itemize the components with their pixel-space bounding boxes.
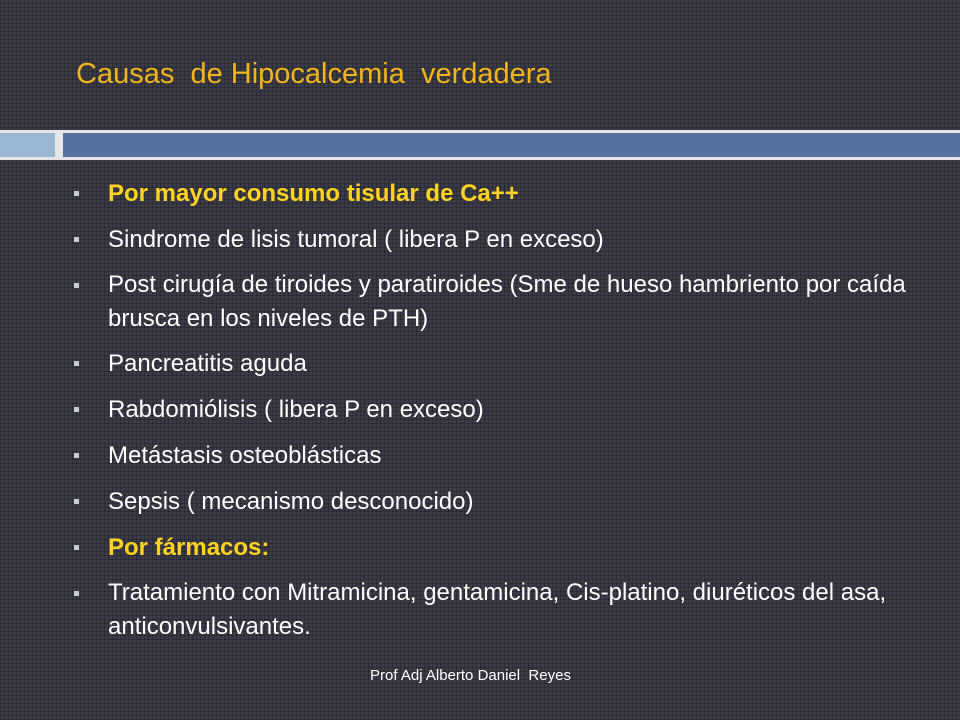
bullet-item-sepsis	[74, 484, 914, 520]
bullet-text: Sindrome de lisis tumoral ( libera P en exceso)	[108, 226, 604, 253]
bullet-item-post-cirugia	[74, 268, 914, 336]
divider-left-block	[0, 133, 55, 157]
bullet-text: Post cirugía de tiroides y paratiroides (Sme de hueso hambriento por caída brusca en los niveles de PTH)	[108, 271, 906, 332]
bullet-text: Por mayor consumo tisular de Ca++	[108, 180, 519, 207]
bullet-text: Metástasis osteoblásticas	[108, 442, 382, 469]
divider-bottom-line	[0, 157, 960, 160]
bullet-item-rabdomiolisis	[74, 392, 914, 428]
square-bullet-icon	[74, 361, 79, 366]
slide-title: Causas de Hipocalcemia verdadera	[76, 58, 552, 90]
bullet-item-tratamiento	[74, 576, 914, 644]
bullet-text: Sepsis ( mecanismo desconocido)	[108, 488, 474, 515]
bullet-text: Tratamiento con Mitramicina, gentamicina, Cis-platino, diuréticos del asa, anticonvulsivantes.	[108, 579, 887, 640]
square-bullet-icon	[74, 499, 79, 504]
title-divider	[0, 130, 960, 160]
bullet-list	[74, 176, 914, 654]
bullet-item-lisis-tumoral	[74, 222, 914, 258]
slide-footer: Prof Adj Alberto Daniel Reyes	[370, 667, 571, 684]
square-bullet-icon	[74, 591, 79, 596]
bullet-item-pancreatitis	[74, 346, 914, 382]
bullet-text: Por fármacos:	[108, 534, 270, 561]
square-bullet-icon	[74, 237, 79, 242]
square-bullet-icon	[74, 407, 79, 412]
bullet-text: Rabdomiólisis ( libera P en exceso)	[108, 396, 484, 423]
bullet-item-consumo-tisular	[74, 176, 914, 212]
bullet-item-metastasis	[74, 438, 914, 474]
square-bullet-icon	[74, 545, 79, 550]
divider-gap	[55, 130, 63, 160]
square-bullet-icon	[74, 191, 79, 196]
divider-right-block	[63, 133, 960, 157]
bullet-text: Pancreatitis aguda	[108, 350, 307, 377]
square-bullet-icon	[74, 453, 79, 458]
square-bullet-icon	[74, 283, 79, 288]
bullet-item-farmacos	[74, 530, 914, 566]
